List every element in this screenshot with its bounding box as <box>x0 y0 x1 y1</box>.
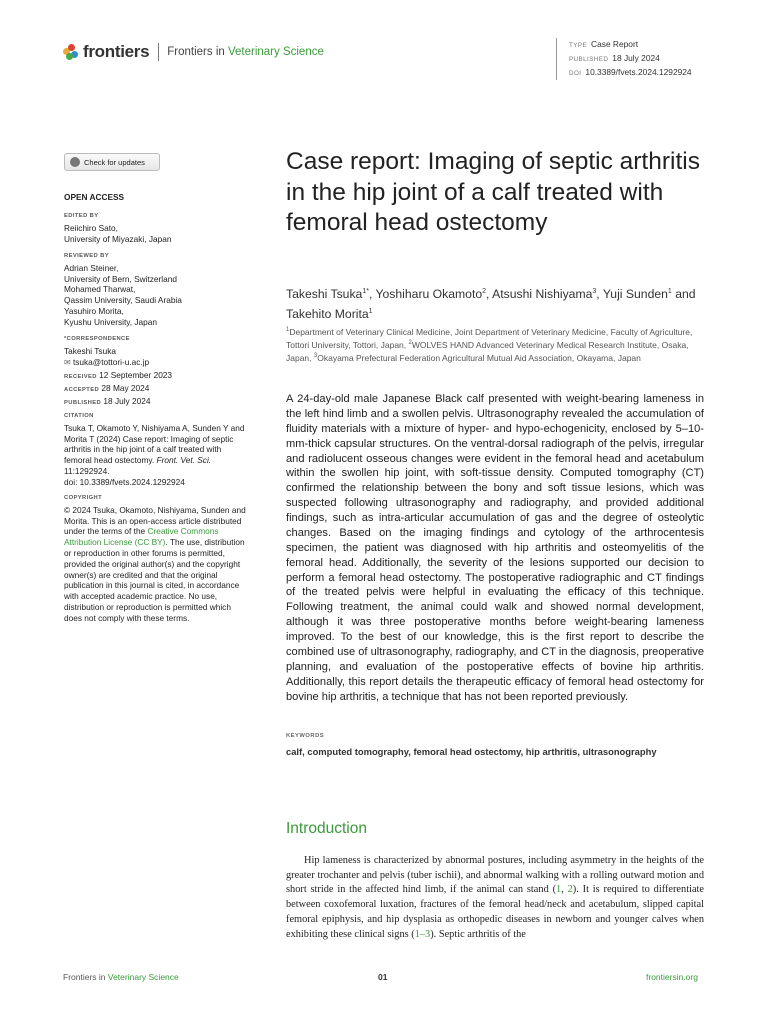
received-label: RECEIVED <box>64 374 97 380</box>
intro-paragraph: Hip lameness is characterized by abnormal postures, including asymmetry in the heights of the greater trochanter and pelvis (tuber ischii), and abnormal walking with a rolling outward motion and short stride in the affected hind limb, if the animal can stand (1, 2). It is required to differentiate between coxofemoral luxation, fractures of the femoral head/neck and acetabulum, slipped capital femoral epiphysis, and hip dysplasia as orthopedic diseases in newborn and younger calves when exhibiting these clinical signs (1–3). Septic arthritis of the <box>286 855 705 940</box>
author-affil-sup: 3 <box>592 288 597 295</box>
author-name[interactable]: Yuji Sunden <box>602 287 668 302</box>
doi-label: DOI <box>569 70 582 77</box>
affiliation: Okayama Prefectural Federation Agricultural Mutual Aid Association, Okayama, Japan <box>317 352 641 363</box>
copyright-text: © 2024 Tsuka, Okamoto, Nishiyama, Sunden and Morita. This is an open-access article distributed under the terms of the Creative Commons Attribution License (CC BY). The use, distribution or reproduction in other forums is permitted, provided the original author(s) and the copyright owner(s) are credited and that the original publication in this journal is cited, in accordance with accepted academic practice. No use, distribution or reproduction is permitted which does not comply with these terms. <box>64 504 246 623</box>
cc-by-license-link[interactable]: Creative Commons Attribution License (CC BY) <box>64 526 219 548</box>
correspondence-email[interactable]: tsuka@tottori-u.ac.jp <box>72 356 150 367</box>
keywords-list: calf, computed tomography, femoral head ostectomy, hip arthritis, ultrasonography <box>286 746 657 757</box>
frontiers-logo[interactable] <box>63 42 324 62</box>
correspondence-label: *CORRESPONDENCE <box>64 336 130 342</box>
logo-wordmark: frontiers <box>83 42 150 61</box>
published-value: 18 July 2024 <box>612 53 660 63</box>
footer-journal[interactable]: Frontiers in Veterinary Science <box>63 972 179 982</box>
keywords-label: KEYWORDS <box>286 733 325 739</box>
reference-link[interactable]: 1–3 <box>414 928 431 940</box>
abstract-text: A 24-day-old male Japanese Black calf presented with weight-bearing lameness in the left hind limb and a swollen pelvis. Ultrasonography revealed the accumulation of fluidity materials with a mixture of hyper- and hypo-echogenicity, enclosed by 5–10-mm-thick capsular structures. On the ventral-dorsal radiograph of the pelvis, irregular and radiolucent osseous changes were evident in the femoral head and acetabulum within the swollen hip joint, with soft-tissue density. Computed tomography (CT) confirmed the relationship between the bony and soft tissue lesions, which was suspected following ultrasonography and radiography, and provided additional findings, such as intra-articular accumulation of gas and the degree of osteolytic changes. Based on the imaging findings and cytology of the arthrocentesis specimen, the patient was diagnosed with hip arthritis and osteomyelitis of the femoral head. Additionally, the severity of the lesions supported our decision to perform a femoral head ostectomy. The postoperative radiographic and CT findings of the treated pelvis were helpful in evaluating the efficacy of this technique. Following treatment, the animal could walk and showed normal development, although it was three postoperative months before weight-bearing lameness improved. To the best of our knowledge, this is the first report to describe the combined use of ultrasonography, radiography, and CT in the diagnosis, preoperative planning, and evaluation of the postoperative effects of bovine hip arthritis. Additionally, this report details the therapeutic efficacy of femoral head ostectomy for bovine hip arthritis, a technique that has not been reported previously. <box>286 393 704 703</box>
published-value: 18 July 2024 <box>103 395 151 406</box>
citation-label: CITATION <box>64 413 94 419</box>
type-label: TYPE <box>569 42 588 49</box>
author-name[interactable]: Takehito Morita <box>286 307 369 322</box>
edited-by-section <box>64 211 254 244</box>
dates-section <box>64 370 254 408</box>
citation-section <box>64 411 250 488</box>
refresh-icon <box>70 157 80 167</box>
citation-journal: Front. Vet. Sci. <box>156 455 212 466</box>
accepted-value: 28 May 2024 <box>101 382 150 393</box>
reference-link[interactable]: 2 <box>567 884 573 896</box>
reviewer-line: University of Bern, Switzerland <box>64 273 177 284</box>
journal-name[interactable]: Frontiers in Veterinary Science <box>167 46 324 58</box>
published-label: PUBLISHED <box>569 56 609 63</box>
author-affil-sup: 1 <box>667 288 672 295</box>
correspondence-section <box>64 334 254 368</box>
type-value: Case Report <box>591 39 639 49</box>
reviewed-by-section <box>64 251 254 328</box>
reviewer-line: Adrian Steiner, <box>64 262 119 273</box>
accepted-label: ACCEPTED <box>64 386 100 393</box>
email-icon: ✉ <box>64 357 73 367</box>
reviewer-line: Yasuhiro Morita, <box>64 305 124 316</box>
edited-by-label: EDITED BY <box>64 213 99 219</box>
author-affil-sup: 1 <box>368 308 373 316</box>
author-list: Takeshi Tsuka$^{1*}$, Yoshiharu Okamoto$^2$, Atsushi Nishiyama$^3$, Yuji Sunden$^1$ and Takehito Morita$^1$ <box>286 287 696 322</box>
editor-line: University of Miyazaki, Japan <box>64 233 172 244</box>
article-meta <box>556 38 692 80</box>
logo-divider <box>158 43 159 61</box>
reference-link[interactable]: 1 <box>556 884 562 896</box>
doi-value[interactable]: 10.3389/fvets.2024.1292924 <box>585 67 692 77</box>
check-for-updates-button[interactable] <box>64 153 160 171</box>
citation-doi[interactable]: doi: 10.3389/fvets.2024.1292924 <box>64 476 185 487</box>
check-updates-label: Check for updates <box>84 157 145 167</box>
author-affil-sup: 1* <box>362 288 369 295</box>
article-title: Case report: Imaging of septic arthritis in the hip joint of a calf treated with femoral head ostectomy <box>286 148 700 236</box>
author-affil-sup: 2 <box>482 288 487 295</box>
correspondence-name: Takeshi Tsuka <box>64 345 116 356</box>
reviewer-line: Kyushu University, Japan <box>64 316 157 327</box>
author-name[interactable]: Atsushi Nishiyama <box>492 287 593 302</box>
frontiers-logo-icon <box>63 44 79 60</box>
affiliations: $^1$Department of Veterinary Clinical Medicine, Joint Department of Veterinary Medicine, Faculty of Agriculture, Tottori University, Tottori, Japan, $^2$WOLVES HAND Advanced Veterinary Medical Research Institute, Osaka, Japan, $^3$Okayama Prefectural Federation Agricultural Mutual Aid Association, Okayama, Japan <box>286 326 693 363</box>
reviewed-by-label: REVIEWED BY <box>64 253 109 259</box>
author-name[interactable]: Takeshi Tsuka <box>286 287 363 302</box>
reviewer-line: Mohamed Tharwat, <box>64 284 136 295</box>
editor-line: Reiichiro Sato, <box>64 222 118 233</box>
page-number: 01 <box>378 972 388 982</box>
copyright-section <box>64 493 250 624</box>
introduction-heading: Introduction <box>286 820 367 837</box>
copyright-label: COPYRIGHT <box>64 495 103 501</box>
reviewer-line: Qassim University, Saudi Arabia <box>64 295 182 306</box>
citation-volume: 11:1292924. <box>64 465 110 476</box>
affiliation: Department of Veterinary Clinical Medicine, Joint Department of Veterinary Medicine, Faculty of Agriculture, Tottori University, Tottori, Japan, <box>286 326 693 350</box>
affiliation: WOLVES HAND Advanced Veterinary Medical Research Institute, Osaka, Japan, <box>286 339 689 363</box>
open-access-label: OPEN ACCESS <box>64 192 125 202</box>
author-name[interactable]: Yoshiharu Okamoto <box>375 287 483 302</box>
received-value: 12 September 2023 <box>99 370 173 380</box>
introduction-body <box>286 854 704 942</box>
footer-site-link[interactable]: frontiersin.org <box>646 972 698 982</box>
citation-text: Tsuka T, Okamoto Y, Nishiyama A, Sunden Y and Morita T (2024) Case report: Imaging of septic arthritis in the hip joint of a calf treated with femoral head ostectomy. Front. Vet. Sci. 11:1292924. <box>64 422 245 476</box>
published-label: PUBLISHED <box>64 399 102 406</box>
